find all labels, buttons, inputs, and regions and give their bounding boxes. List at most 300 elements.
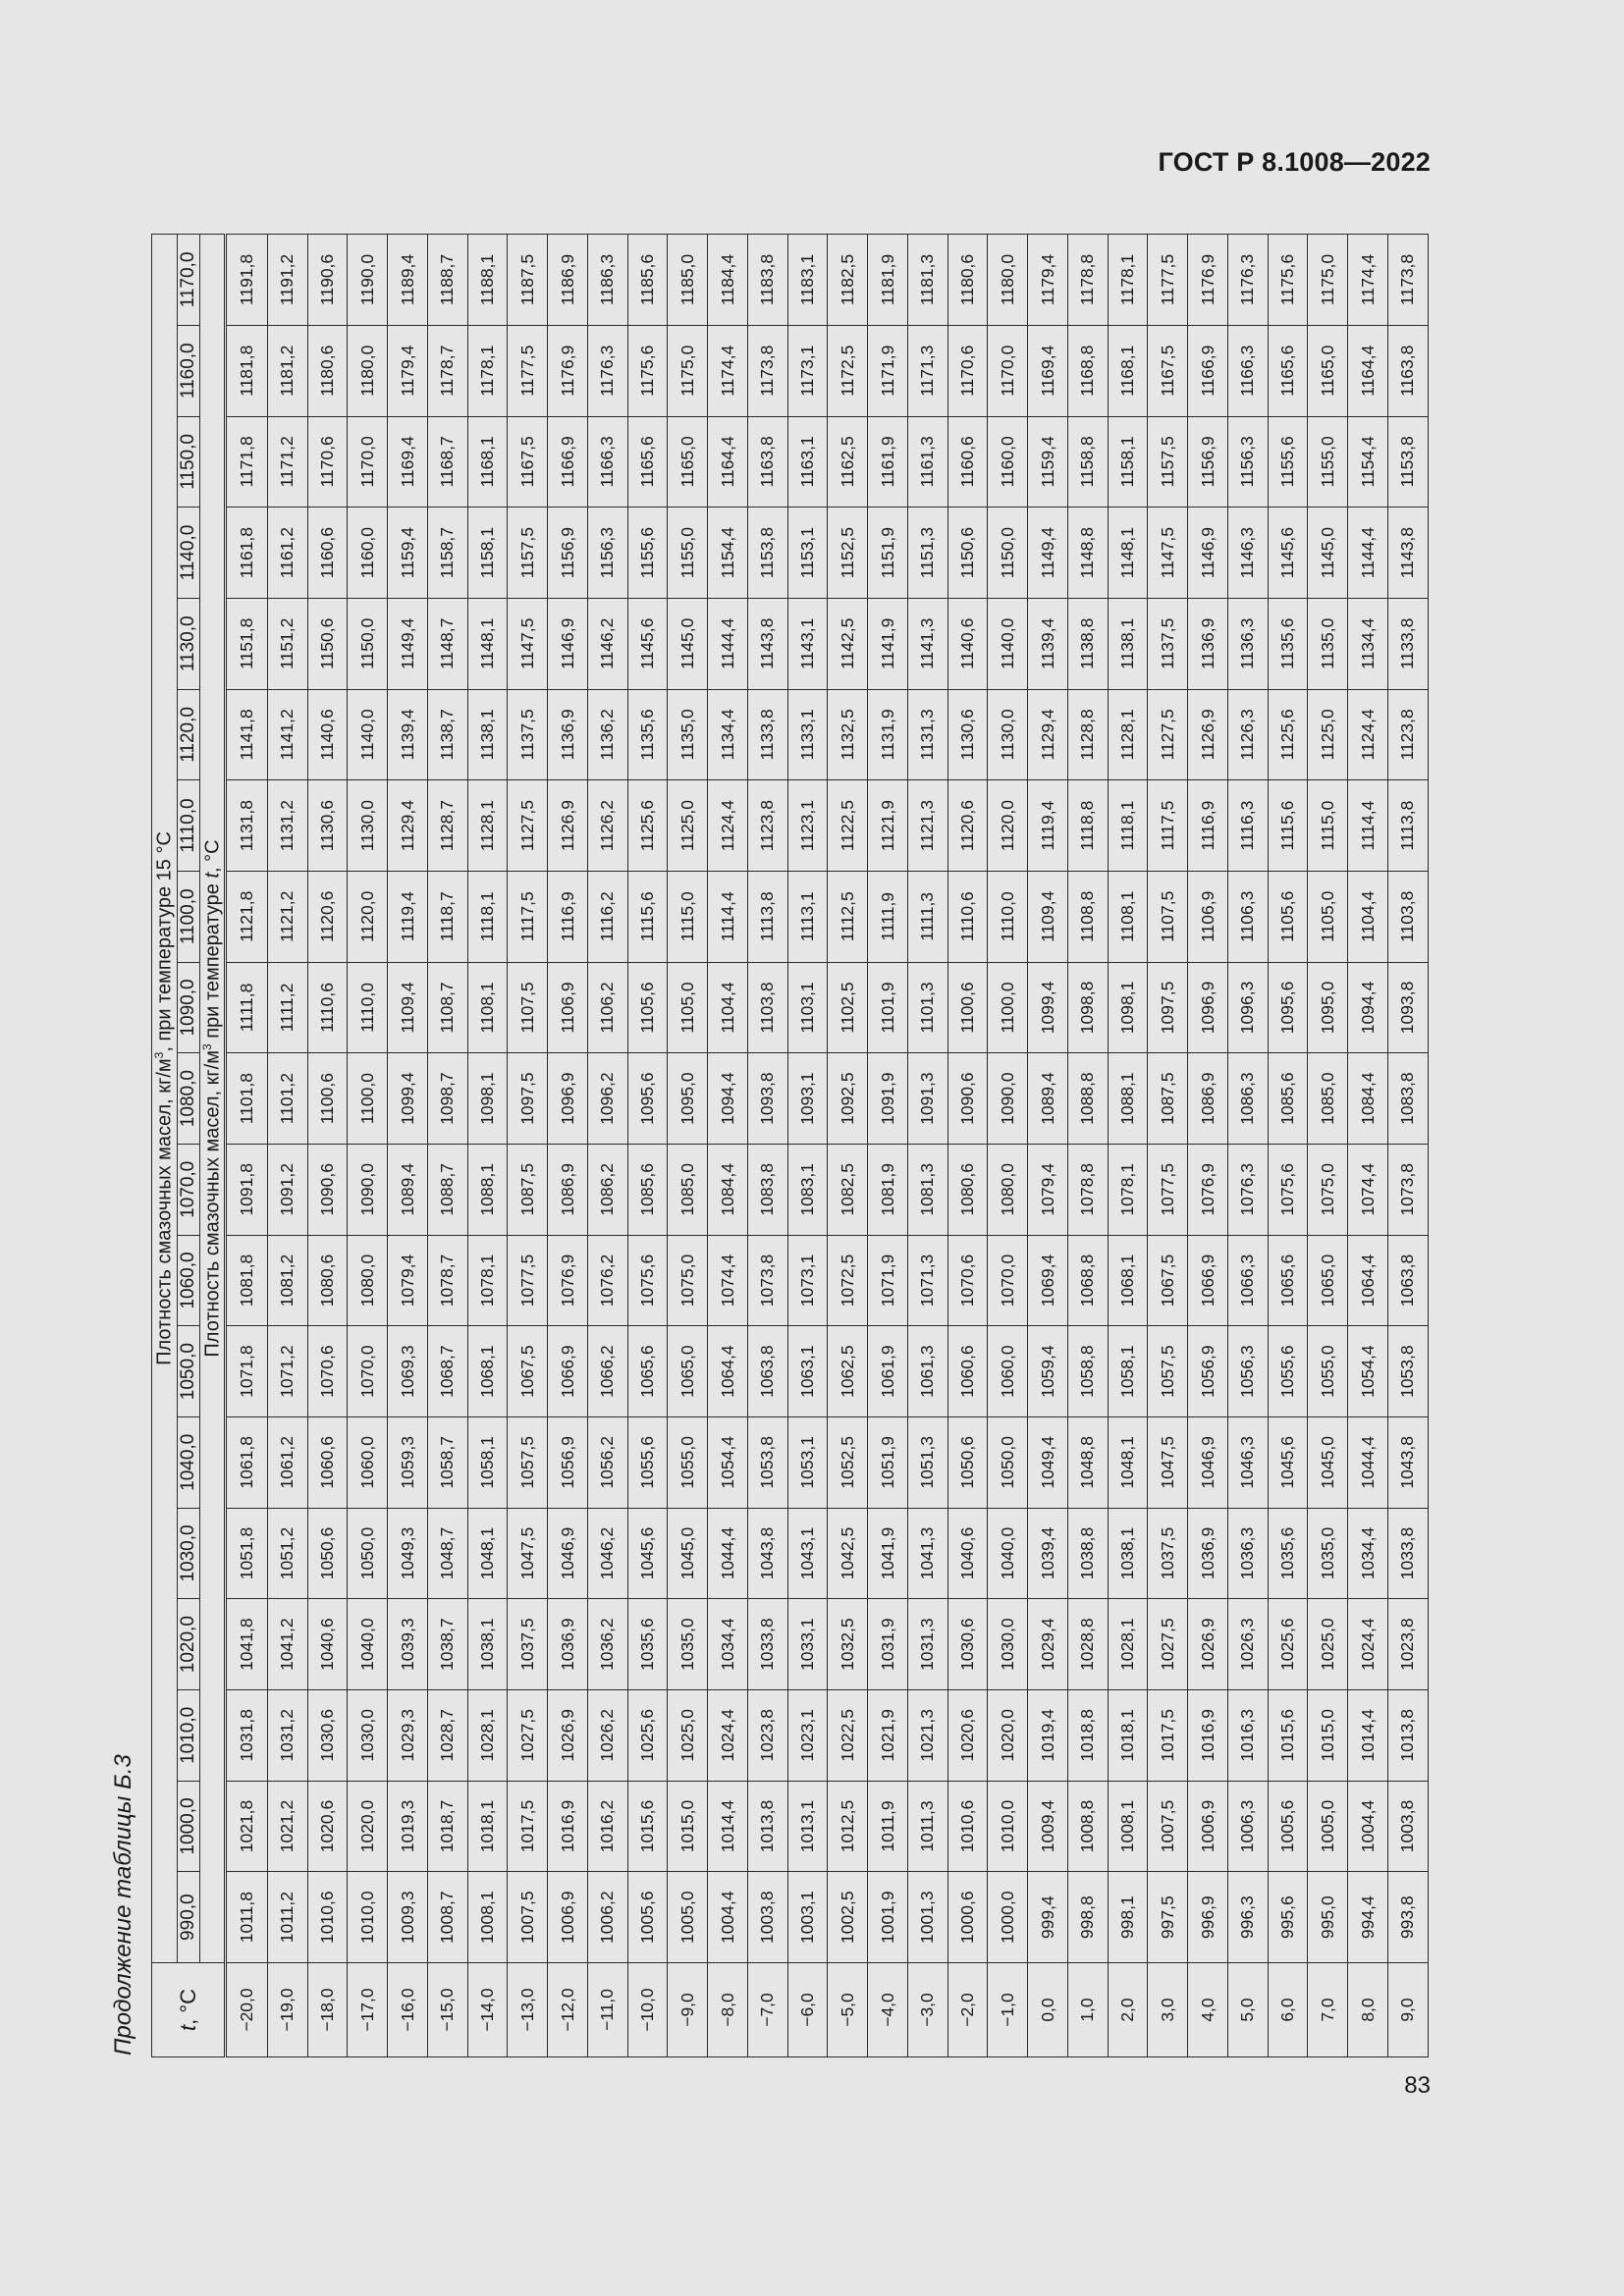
table-row (1028, 235, 1068, 2057)
density-cell: 1056,3 (1227, 1326, 1268, 1417)
density-cell: 1040,0 (988, 1508, 1028, 1599)
density-cell: 1191,2 (267, 235, 307, 326)
density-cell: 1065,0 (1308, 1235, 1348, 1326)
density-cell: 1022,5 (828, 1689, 868, 1781)
density-cell: 1065,0 (668, 1326, 708, 1417)
density-cell: 1111,3 (907, 871, 947, 962)
density-cell: 1076,9 (548, 1235, 588, 1326)
density-cell: 1123,8 (747, 780, 787, 872)
density-cell: 1160,0 (988, 416, 1028, 507)
density-cell: 1083,8 (747, 1144, 787, 1235)
density-cell: 1116,2 (587, 871, 627, 962)
density-cell: 1008,7 (427, 1872, 467, 1963)
density-cell: 1066,9 (1188, 1235, 1228, 1326)
table-row (1108, 235, 1148, 2057)
density-cell: 1104,4 (708, 962, 748, 1053)
density-cell: 1020,0 (988, 1689, 1028, 1781)
density-cell: 1096,2 (587, 1053, 627, 1145)
density-cell: 1183,1 (787, 235, 828, 326)
table-row (388, 235, 428, 2057)
density-cell: 1017,5 (1148, 1689, 1188, 1781)
density-cell: 1087,5 (508, 1144, 548, 1235)
density-cell: 1015,6 (1268, 1689, 1308, 1781)
density-cell: 995,6 (1268, 1872, 1308, 1963)
density-cell: 1045,6 (627, 1508, 668, 1599)
density-cell: 1032,5 (828, 1599, 868, 1690)
density-cell: 1025,0 (1308, 1599, 1348, 1690)
density-cell: 1076,2 (587, 1235, 627, 1326)
density-cell: 1128,7 (427, 780, 467, 872)
temperature-cell: −10,0 (627, 1963, 668, 2057)
density-cell: 1130,6 (947, 689, 988, 780)
density-cell: 1114,4 (708, 871, 748, 962)
density-cell: 994,4 (1348, 1872, 1388, 1963)
table-row (467, 235, 508, 2057)
density-cell: 1074,4 (708, 1235, 748, 1326)
density-cell: 1071,9 (868, 1235, 908, 1326)
density-cell: 998,1 (1108, 1872, 1148, 1963)
density-cell: 1046,9 (548, 1508, 588, 1599)
density-cell: 1027,5 (1148, 1599, 1188, 1690)
density-cell: 1010,0 (348, 1872, 388, 1963)
density-cell: 1036,9 (548, 1599, 588, 1690)
density-column-header: 1130,0 (177, 598, 199, 689)
density-cell: 1090,6 (307, 1144, 348, 1235)
density-cell: 1013,8 (747, 1781, 787, 1872)
density-cell: 1016,9 (1188, 1689, 1228, 1781)
density-cell: 1033,8 (747, 1599, 787, 1690)
density-cell: 1136,9 (548, 689, 588, 780)
density-cell: 1118,1 (467, 871, 508, 962)
density-cell: 1088,1 (467, 1144, 508, 1235)
density-cell: 1086,9 (548, 1144, 588, 1235)
density-cell: 1090,0 (988, 1053, 1028, 1145)
density-cell: 1140,6 (307, 689, 348, 780)
document-code: ГОСТ Р 8.1008—2022 (1158, 147, 1431, 177)
table-row (267, 235, 307, 2057)
density-cell: 1138,7 (427, 689, 467, 780)
density-cell: 1035,0 (1308, 1508, 1348, 1599)
density-cell: 1025,0 (668, 1689, 708, 1781)
density-cell: 1189,4 (388, 235, 428, 326)
density-table (151, 234, 1429, 2057)
density-cell: 1040,6 (307, 1599, 348, 1690)
density-cell: 1105,6 (627, 962, 668, 1053)
density-cell: 1177,5 (1148, 235, 1188, 326)
table-row (787, 235, 828, 2057)
density-cell: 1046,9 (1188, 1416, 1228, 1508)
density-cell: 1140,6 (947, 598, 988, 689)
density-cell: 1117,5 (508, 871, 548, 962)
density-cell: 1135,0 (1308, 598, 1348, 689)
temperature-cell: 2,0 (1108, 1963, 1148, 2057)
density-cell: 1090,6 (947, 1053, 988, 1145)
density-cell: 1151,9 (868, 507, 908, 599)
density-cell: 1156,3 (1227, 416, 1268, 507)
density-cell: 1028,1 (467, 1689, 508, 1781)
density-cell: 1048,7 (427, 1508, 467, 1599)
density-cell: 1133,1 (787, 689, 828, 780)
density-cell: 1006,9 (1188, 1781, 1228, 1872)
density-cell: 1006,2 (587, 1872, 627, 1963)
density-cell: 1007,5 (1148, 1781, 1188, 1872)
density-cell: 1148,1 (467, 598, 508, 689)
table-row (427, 235, 467, 2057)
density-cell: 1075,0 (1308, 1144, 1348, 1235)
density-cell: 1096,9 (1188, 962, 1228, 1053)
density-cell: 1114,4 (1348, 780, 1388, 872)
table-row (587, 235, 627, 2057)
density-cell: 1101,2 (267, 1053, 307, 1145)
density-cell: 1150,6 (947, 507, 988, 599)
density-cell: 1052,5 (828, 1416, 868, 1508)
density-cell: 1026,2 (587, 1689, 627, 1781)
density-cell: 1156,9 (1188, 416, 1228, 507)
density-cell: 1002,5 (828, 1872, 868, 1963)
temperature-cell: −2,0 (947, 1963, 988, 2057)
density-column-header: 1040,0 (177, 1416, 199, 1508)
density-cell: 1147,5 (1148, 507, 1188, 599)
density-cell: 1080,6 (947, 1144, 988, 1235)
density-cell: 1029,3 (388, 1689, 428, 1781)
density-cell: 1179,4 (1028, 235, 1068, 326)
density-cell: 1115,0 (668, 871, 708, 962)
density-cell: 1038,1 (1108, 1508, 1148, 1599)
density-cell: 1147,5 (508, 598, 548, 689)
density-cell: 1168,7 (427, 416, 467, 507)
density-cell: 1037,5 (1148, 1508, 1188, 1599)
density-cell: 1097,5 (508, 1053, 548, 1145)
density-cell: 1092,5 (828, 1053, 868, 1145)
density-cell: 1107,5 (1148, 871, 1188, 962)
density-cell: 1121,3 (907, 780, 947, 872)
density-cell: 1170,6 (947, 325, 988, 416)
density-cell: 1125,6 (627, 780, 668, 872)
density-cell: 1023,1 (787, 1689, 828, 1781)
density-cell: 1028,8 (1067, 1599, 1108, 1690)
density-cell: 1174,4 (1348, 235, 1388, 326)
density-cell: 1178,1 (467, 325, 508, 416)
density-cell: 1113,1 (787, 871, 828, 962)
density-cell: 1175,6 (627, 325, 668, 416)
density-cell: 1143,1 (787, 598, 828, 689)
density-cell: 1157,5 (508, 507, 548, 599)
density-cell: 1065,6 (1268, 1235, 1308, 1326)
density-cell: 1076,3 (1227, 1144, 1268, 1235)
density-cell: 1005,6 (1268, 1781, 1308, 1872)
density-cell: 1149,4 (388, 598, 428, 689)
table-row (1188, 235, 1228, 2057)
density-cell: 1131,8 (226, 780, 268, 872)
density-cell: 1066,9 (548, 1326, 588, 1417)
density-cell: 1163,1 (787, 416, 828, 507)
density-cell: 1021,8 (226, 1781, 268, 1872)
density-cell: 1106,2 (587, 962, 627, 1053)
density-cell: 1047,5 (1148, 1416, 1188, 1508)
density-cell: 1083,8 (1387, 1053, 1428, 1145)
density-cell: 1137,5 (1148, 598, 1188, 689)
density-column-header: 1080,0 (177, 1053, 199, 1145)
rotated-table-block (102, 234, 1452, 2057)
density-cell: 1167,5 (508, 416, 548, 507)
density-cell: 1129,4 (1028, 689, 1068, 780)
density-cell: 1031,9 (868, 1599, 908, 1690)
density-cell: 1166,3 (1227, 325, 1268, 416)
density-cell: 1119,4 (388, 871, 428, 962)
density-cell: 1021,9 (868, 1689, 908, 1781)
density-cell: 1031,2 (267, 1689, 307, 1781)
density-cell: 1094,4 (1348, 962, 1388, 1053)
density-cell: 1090,0 (348, 1144, 388, 1235)
density-cell: 1135,6 (1268, 598, 1308, 689)
density-cell: 1077,5 (1148, 1144, 1188, 1235)
density-cell: 1030,0 (348, 1689, 388, 1781)
density-column-header: 1170,0 (177, 235, 199, 326)
density-cell: 1051,2 (267, 1508, 307, 1599)
density-cell: 1135,0 (668, 689, 708, 780)
density-cell: 1121,8 (226, 871, 268, 962)
density-cell: 1178,8 (1067, 235, 1108, 326)
density-cell: 1128,8 (1067, 689, 1108, 780)
table-row (1268, 235, 1308, 2057)
density-cell: 1116,3 (1227, 780, 1268, 872)
density-cell: 1038,8 (1067, 1508, 1108, 1599)
density-cell: 1126,2 (587, 780, 627, 872)
density-cell: 1110,0 (348, 962, 388, 1053)
density-cell: 1009,4 (1028, 1781, 1068, 1872)
density-cell: 1029,4 (1028, 1599, 1068, 1690)
density-cell: 1004,4 (708, 1872, 748, 1963)
temperature-cell: 1,0 (1067, 1963, 1108, 2057)
density-cell: 1030,6 (947, 1599, 988, 1690)
density-cell: 1140,0 (988, 598, 1028, 689)
density-cell: 1035,6 (627, 1599, 668, 1690)
density-cell: 1041,9 (868, 1508, 908, 1599)
density-cell: 1106,3 (1227, 871, 1268, 962)
density-cell: 1163,8 (747, 416, 787, 507)
density-cell: 1044,4 (1348, 1416, 1388, 1508)
density-cell: 1048,1 (467, 1508, 508, 1599)
density-cell: 1106,9 (548, 962, 588, 1053)
density-cell: 1185,6 (627, 235, 668, 326)
temperature-cell: −13,0 (508, 1963, 548, 2057)
density-column-header: 1070,0 (177, 1144, 199, 1235)
density-cell: 1155,0 (668, 507, 708, 599)
density-cell: 1136,3 (1227, 598, 1268, 689)
density-cell: 1098,8 (1067, 962, 1108, 1053)
density-cell: 1047,5 (508, 1508, 548, 1599)
density-cell: 1181,9 (868, 235, 908, 326)
density-cell: 1046,3 (1227, 1416, 1268, 1508)
density-column-header: 1160,0 (177, 325, 199, 416)
density-cell: 1000,6 (947, 1872, 988, 1963)
density-cell: 1158,8 (1067, 416, 1108, 507)
density-cell: 1159,4 (1028, 416, 1068, 507)
density-cell: 1173,1 (787, 325, 828, 416)
density-cell: 1105,6 (1268, 871, 1308, 962)
table-row (1387, 235, 1428, 2057)
density-cell: 1134,4 (708, 689, 748, 780)
density-cell: 1131,2 (267, 780, 307, 872)
density-cell: 1165,0 (1308, 325, 1348, 416)
density-cell: 1055,0 (1308, 1326, 1348, 1417)
temperature-cell: −12,0 (548, 1963, 588, 2057)
density-cell: 1176,3 (587, 325, 627, 416)
density-cell: 1120,6 (947, 780, 988, 872)
density-cell: 1156,9 (548, 507, 588, 599)
density-cell: 1018,1 (1108, 1689, 1148, 1781)
density-cell: 1071,2 (267, 1326, 307, 1417)
table-caption: Продолжение таблицы Б.3 (110, 1754, 136, 2056)
density-cell: 1180,6 (307, 325, 348, 416)
density-cell: 1151,3 (907, 507, 947, 599)
density-cell: 1017,5 (508, 1781, 548, 1872)
density-cell: 1040,0 (348, 1599, 388, 1690)
density-cell: 1015,0 (668, 1781, 708, 1872)
density-cell: 1086,3 (1227, 1053, 1268, 1145)
table-row (1227, 235, 1268, 2057)
density-cell: 1157,5 (1148, 416, 1188, 507)
density-cell: 1088,1 (1108, 1053, 1148, 1145)
table-row (828, 235, 868, 2057)
density-cell: 1035,6 (1268, 1508, 1308, 1599)
density-column-header: 1140,0 (177, 507, 199, 599)
density-cell: 1031,3 (907, 1599, 947, 1690)
density-cell: 1042,5 (828, 1508, 868, 1599)
density-cell: 1108,1 (467, 962, 508, 1053)
density-cell: 1003,8 (747, 1872, 787, 1963)
density-cell: 1115,6 (1268, 780, 1308, 872)
density-cell: 1138,1 (467, 689, 508, 780)
density-cell: 1159,4 (388, 507, 428, 599)
density-cell: 1175,6 (1268, 235, 1308, 326)
density-cell: 1055,6 (1268, 1326, 1308, 1417)
density-cell: 1091,9 (868, 1053, 908, 1145)
density-cell: 1171,8 (226, 416, 268, 507)
table-row (907, 235, 947, 2057)
density-cell: 1161,2 (267, 507, 307, 599)
density-cell: 1105,0 (1308, 871, 1348, 962)
density-cell: 1026,9 (1188, 1599, 1228, 1690)
density-cell: 1102,5 (828, 962, 868, 1053)
density-cell: 1051,3 (907, 1416, 947, 1508)
table-row (548, 235, 588, 2057)
density-cell: 1079,4 (388, 1235, 428, 1326)
density-cell: 1060,6 (307, 1416, 348, 1508)
table-row (226, 235, 268, 2057)
density-cell: 1170,0 (988, 325, 1028, 416)
density-cell: 1036,3 (1227, 1508, 1268, 1599)
density-cell: 1014,4 (1348, 1689, 1388, 1781)
density-cell: 1160,6 (947, 416, 988, 507)
density-cell: 1165,6 (627, 416, 668, 507)
density-cell: 1168,1 (1108, 325, 1148, 416)
density-cell: 1178,7 (427, 325, 467, 416)
density-cell: 1081,3 (907, 1144, 947, 1235)
density-cell: 1110,6 (307, 962, 348, 1053)
density-cell: 1152,5 (828, 507, 868, 599)
density-cell: 1085,0 (1308, 1053, 1348, 1145)
density-cell: 1033,8 (1387, 1508, 1428, 1599)
density-cell: 1176,9 (1188, 235, 1228, 326)
density-cell: 1070,6 (947, 1235, 988, 1326)
temperature-cell: −14,0 (467, 1963, 508, 2057)
density-cell: 1081,2 (267, 1235, 307, 1326)
page-number: 83 (1404, 2072, 1431, 2099)
table-row (708, 235, 748, 2057)
density-cell: 1165,6 (1268, 325, 1308, 416)
density-cell: 1011,2 (267, 1872, 307, 1963)
density-cell: 1103,8 (747, 962, 787, 1053)
density-cell: 1125,0 (1308, 689, 1348, 780)
density-cell: 1179,4 (388, 325, 428, 416)
density-cell: 1070,0 (348, 1326, 388, 1417)
density-cell: 1051,9 (868, 1416, 908, 1508)
density-cell: 1065,6 (627, 1326, 668, 1417)
density-cell: 1068,1 (1108, 1235, 1148, 1326)
density-cell: 1076,9 (1188, 1144, 1228, 1235)
table-row (747, 235, 787, 2057)
density-cell: 1153,8 (747, 507, 787, 599)
density-cell: 1146,3 (1227, 507, 1268, 599)
temperature-cell: −8,0 (708, 1963, 748, 2057)
density-cell: 1028,1 (1108, 1599, 1148, 1690)
table-row (1348, 235, 1388, 2057)
density-cell: 1064,4 (1348, 1235, 1388, 1326)
density-cell: 1068,8 (1067, 1235, 1108, 1326)
density-column-header: 1120,0 (177, 689, 199, 780)
density-cell: 1100,6 (947, 962, 988, 1053)
table-row (668, 235, 708, 2057)
density-cell: 1144,4 (708, 598, 748, 689)
density-cell: 1098,7 (427, 1053, 467, 1145)
density-cell: 1186,3 (587, 235, 627, 326)
density-cell: 1059,4 (1028, 1326, 1068, 1417)
density-cell: 1115,6 (627, 871, 668, 962)
density-cell: 1016,3 (1227, 1689, 1268, 1781)
density-cell: 1121,9 (868, 780, 908, 872)
density-cell: 1081,9 (868, 1144, 908, 1235)
density-cell: 1048,1 (1108, 1416, 1148, 1508)
density-cell: 1008,1 (1108, 1781, 1148, 1872)
density-cell: 1043,8 (747, 1508, 787, 1599)
density-cell: 1099,4 (1028, 962, 1068, 1053)
density-cell: 1034,4 (1348, 1508, 1388, 1599)
density-cell: 1171,2 (267, 416, 307, 507)
density-cell: 1108,1 (1108, 871, 1148, 962)
density-cell: 1119,4 (1028, 780, 1068, 872)
temperature-cell: 6,0 (1268, 1963, 1308, 2057)
density-cell: 1049,4 (1028, 1416, 1068, 1508)
temperature-cell: 4,0 (1188, 1963, 1228, 2057)
density-cell: 1143,8 (747, 598, 787, 689)
density-cell: 1136,9 (1188, 598, 1228, 689)
density-cell: 1148,8 (1067, 507, 1108, 599)
density-cell: 1187,5 (508, 235, 548, 326)
density-cell: 1167,5 (1148, 325, 1188, 416)
density-cell: 1071,8 (226, 1326, 268, 1417)
density-column-header: 1150,0 (177, 416, 199, 507)
density-cell: 1166,9 (548, 416, 588, 507)
density-cell: 1038,7 (427, 1599, 467, 1690)
density-cell: 1045,0 (668, 1508, 708, 1599)
table-row (627, 235, 668, 2057)
density-cell: 1043,8 (1387, 1416, 1428, 1508)
density-cell: 1129,4 (388, 780, 428, 872)
temperature-cell: −11,0 (587, 1963, 627, 2057)
temperature-cell: −16,0 (388, 1963, 428, 2057)
density-cell: 1034,4 (708, 1599, 748, 1690)
